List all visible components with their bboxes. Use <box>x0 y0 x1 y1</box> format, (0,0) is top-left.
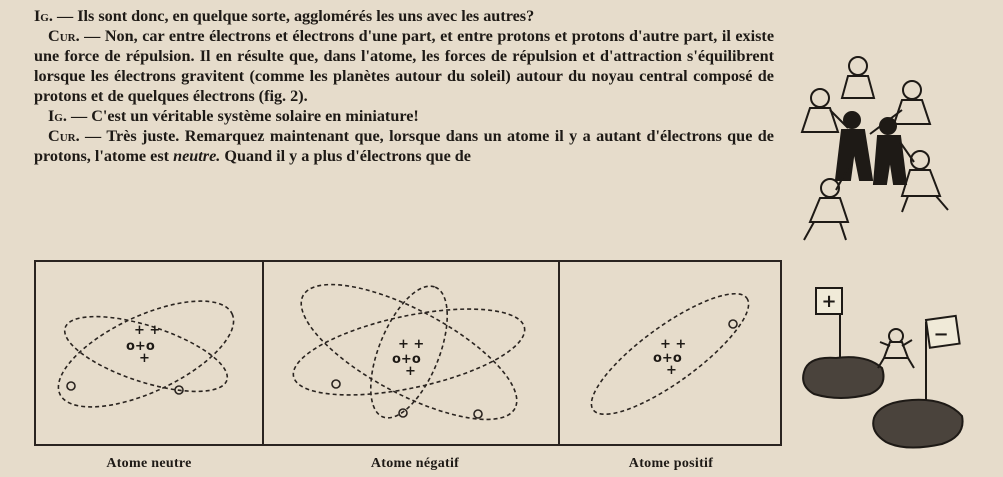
caption-neutral: Atome neutre <box>106 456 192 471</box>
proton-icon: + <box>666 363 677 378</box>
dialogue-text-1: Ils sont donc, en quelque sorte, agglomérés les uns avec les autres? <box>77 7 535 25</box>
nucleus-icon: o+o <box>653 351 682 366</box>
speaker-label: Cur. <box>48 127 80 145</box>
dialogue-line-4: Cur. — Très juste. Remarquez maintenant que, lorsque dans un atome il y a autant d'électrons que de protons, l'atome est neutre. Quand il y a plus d'électrons que de <box>34 127 774 165</box>
dialogue-text-4a: Très juste. Remarquez maintenant que, lorsque dans un atome il y a autant d'électrons que de protons, l'atome est <box>34 127 774 165</box>
atom-neutral-panel <box>34 260 264 446</box>
dialogue-line-3: Ig. — C'est un véritable système solaire en miniature! <box>48 107 419 125</box>
small-figure-head-icon <box>889 329 903 343</box>
electron-icon <box>332 380 340 388</box>
electron-icon <box>729 320 737 328</box>
proton-icon: + <box>139 351 150 366</box>
rock-right-icon <box>873 400 962 448</box>
flag-right-symbol: − <box>933 324 949 345</box>
figure-dress-icon <box>902 170 940 196</box>
proton-icon: + <box>405 364 416 379</box>
atom-positive-diagram <box>560 262 780 444</box>
dancing-figures-illustration <box>790 50 990 250</box>
electron-icon <box>474 410 482 418</box>
figure-head-icon <box>849 57 867 75</box>
nucleus-icon: o+o <box>126 339 155 354</box>
dialogue-text-2: Non, car entre électrons et électrons d'une part, et entre protons et protons d'autre part, il existe une force de répulsion. Il en résulte que, dans l'atome, les forces de répulsion et d'attraction s'équilibrent lorsque les électrons gravitent (comme les planètes autour du soleil) autour du noyau central composé de protons et de quelques électrons (fig. 2). <box>34 27 775 105</box>
nucleus-icon: o+o <box>392 352 421 367</box>
figure-dress-icon <box>810 198 848 222</box>
dialogue-text-3: C'est un véritable système solaire en miniature! <box>91 107 419 125</box>
atom-neutral-diagram <box>36 262 262 444</box>
speaker-label: Ig. <box>34 7 53 25</box>
caption-negative: Atome négatif <box>370 456 460 471</box>
dialogue-text <box>34 6 774 166</box>
dialogue-line-1: Ig. — Ils sont donc, en quelque sorte, agglomérés les uns avec les autres? <box>34 7 535 25</box>
caption-positive: Atome positif <box>628 456 714 471</box>
speaker-label: Ig. <box>48 107 67 125</box>
atom-negative-diagram <box>264 262 558 444</box>
proton-icon: + + <box>134 323 161 338</box>
emphasis-neutre: neutre. <box>173 147 221 165</box>
speaker-label: Cur. <box>48 27 80 45</box>
figure-head-icon <box>903 81 921 99</box>
flags-on-rocks-illustration <box>796 276 996 466</box>
atom-negative-panel <box>262 260 560 446</box>
flag-left-symbol: + <box>821 291 837 312</box>
atom-positive-panel <box>558 260 782 446</box>
proton-icon: + + <box>398 337 425 352</box>
figure-dress-icon <box>842 76 874 98</box>
dialogue-line-2: Cur. — Non, car entre électrons et électrons d'une part, et entre protons et protons d'autre part, il existe une force de répulsion. Il en résulte que, dans l'atome, les forces de répulsion et d'attraction s'équilibrent lorsque les électrons gravitent (comme les planètes autour du soleil) autour du noyau central composé de protons et de quelques électrons (fig. 2). <box>34 27 775 105</box>
dialogue-text-4b: Quand il y a plus d'électrons que de <box>220 147 471 165</box>
dark-figure-body-icon <box>836 130 872 180</box>
rock-left-icon <box>803 357 883 398</box>
electron-icon <box>399 409 407 417</box>
figure-head-icon <box>811 89 829 107</box>
proton-icon: + + <box>660 337 687 352</box>
electron-icon <box>67 382 75 390</box>
